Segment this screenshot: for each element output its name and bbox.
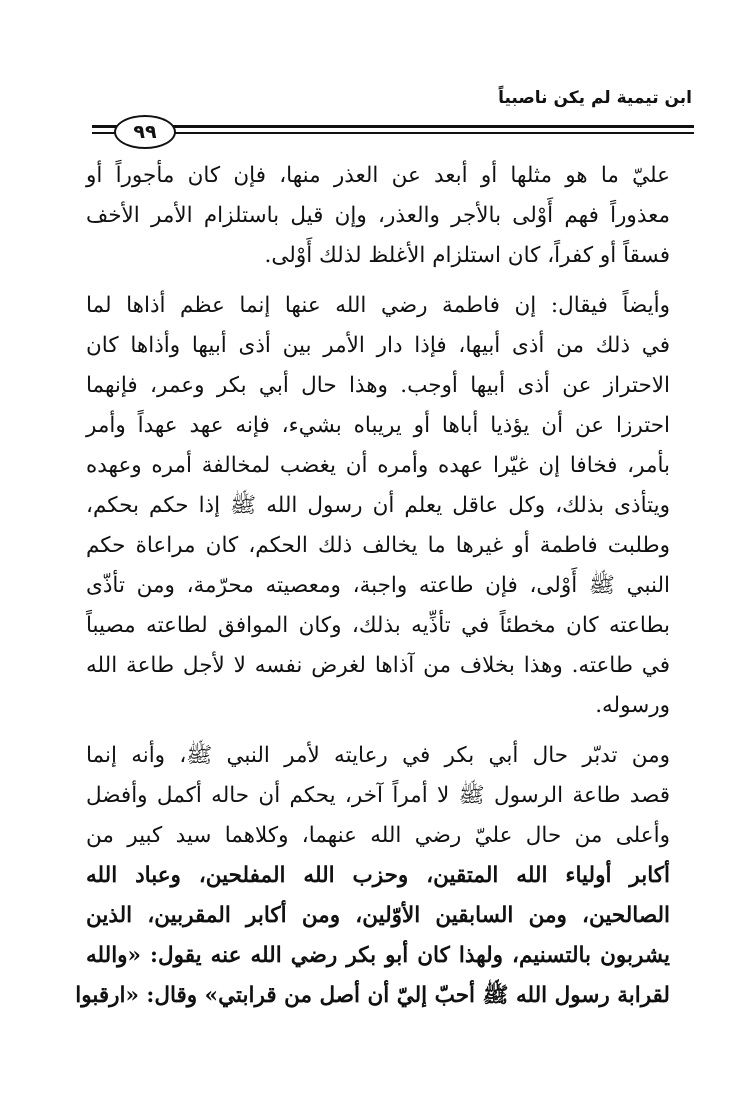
text-line: ومن تدبّر حال أبي بكر في رعايته لأمر النبي ﷺ، وأنه إنما [86,743,670,768]
text-line: وأعلى من حال عليّ رضي الله عنهما، وكلاهما سيد كبير من [86,823,670,848]
text-line: وأيضاً فيقال: إن فاطمة رضي الله عنها إنما عظم أذاها لما [86,293,670,318]
text-line: قصد طاعة الرسول ﷺ لا أمراً آخر، يحكم أن حاله أكمل وأفضل [86,783,670,808]
text-line: ويتأذى بذلك، وكل عاقل يعلم أن رسول الله ﷺ إذا حكم بحكم، [86,493,670,518]
text-line: الصالحين، ومن السابقين الأوّلين، ومن أكابر المقربين، الذين [86,903,670,928]
text-line: يشربون بالتسنيم، ولهذا كان أبو بكر رضي الله عنه يقول: «والله [86,943,670,968]
text-line: وطلبت فاطمة أو غيرها ما يخالف ذلك الحكم، كان مراعاة حكم [86,533,670,558]
running-title: ابن تيمية لم يكن ناصبياً [498,88,692,108]
text-line: معذوراً فهم أَوْلى بالأجر والعذر، وإن قيل باستلزام الأمر الأخف [86,203,670,228]
text-line: في طاعته. وهذا بخلاف من آذاها لغرض نفسه لا لأجل طاعة الله [86,653,670,678]
text-line: لقرابة رسول الله ﷺ أحبّ إليّ أن أصل من قرابتي» وقال: «ارقبوا [75,983,670,1008]
header-rule-thick [92,125,694,128]
page-number: ٩٩ [114,115,176,149]
text-line: النبي ﷺ أَوْلى، فإن طاعته واجبة، ومعصيته محرّمة، ومن تأذّى [86,573,670,598]
paragraph-3 [75,736,670,1016]
body-text [75,156,670,1016]
text-line: بطاعته كان مخطئاً في تأذِّيه بذلك، وكان الموافق لطاعته مصيباً [86,613,670,638]
text-line: في ذلك من أذى أبيها، فإذا دار الأمر بين أذى أبيها وأذاها كان [86,333,670,358]
text-line: عليّ ما هو مثلها أو أبعد عن العذر منها، فإن كان مأجوراً أو [86,163,670,188]
text-line: بأمر، فخافا إن غيّرا عهده وأمره أن يغضب لمخالفة أمره وعهده [86,453,670,478]
text-line: ورسوله. [595,693,670,718]
text-line: فسقاً أو كفراً، كان استلزام الأغلظ لذلك أَوْلى. [264,243,670,268]
text-line: أكابر أولياء الله المتقين، وحزب الله المفلحين، وعباد الله [86,863,670,888]
header-rule-thin [92,132,694,134]
paragraph-1 [86,156,670,276]
paragraph-2 [86,286,670,726]
text-line: الاحتراز عن أذى أبيها أوجب. وهذا حال أبي بكر وعمر، فإنهما [86,373,670,398]
header-rule [92,123,694,137]
text-line: احترزا عن أن يؤذيا أباها أو يريباه بشيء، فإنه عهد عهداً وأمر [86,413,670,438]
